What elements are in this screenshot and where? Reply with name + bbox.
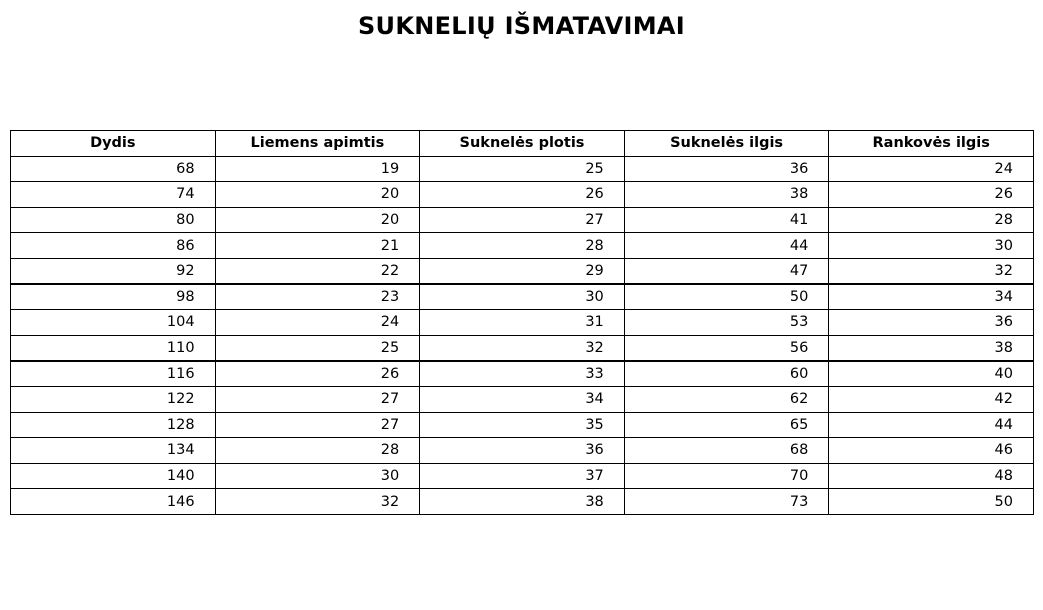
cell-dress-width: 25 [420, 156, 625, 182]
cell-size: 104 [11, 310, 216, 336]
cell-sleeve-length: 36 [829, 310, 1034, 336]
cell-size: 134 [11, 438, 216, 464]
table-row [11, 438, 1034, 464]
cell-dress-width: 33 [420, 361, 625, 387]
table-row [11, 207, 1034, 233]
cell-dress-length: 56 [624, 335, 829, 361]
measurements-table [10, 130, 1034, 515]
cell-dress-length: 60 [624, 361, 829, 387]
cell-sleeve-length: 50 [829, 489, 1034, 515]
table-row [11, 489, 1034, 515]
cell-waist: 24 [215, 310, 420, 336]
cell-waist: 27 [215, 412, 420, 438]
cell-waist: 30 [215, 463, 420, 489]
column-header-dress-width: Suknelės plotis [420, 131, 625, 157]
cell-size: 116 [11, 361, 216, 387]
cell-size: 74 [11, 182, 216, 208]
cell-sleeve-length: 46 [829, 438, 1034, 464]
cell-dress-length: 38 [624, 182, 829, 208]
cell-dress-width: 26 [420, 182, 625, 208]
cell-dress-width: 32 [420, 335, 625, 361]
cell-size: 92 [11, 258, 216, 284]
cell-dress-width: 37 [420, 463, 625, 489]
cell-dress-length: 53 [624, 310, 829, 336]
table-row [11, 310, 1034, 336]
cell-dress-width: 36 [420, 438, 625, 464]
cell-sleeve-length: 44 [829, 412, 1034, 438]
cell-dress-length: 36 [624, 156, 829, 182]
cell-size: 80 [11, 207, 216, 233]
cell-sleeve-length: 24 [829, 156, 1034, 182]
cell-dress-width: 27 [420, 207, 625, 233]
cell-dress-width: 34 [420, 386, 625, 412]
cell-dress-length: 47 [624, 258, 829, 284]
cell-dress-length: 50 [624, 284, 829, 310]
cell-sleeve-length: 32 [829, 258, 1034, 284]
cell-waist: 22 [215, 258, 420, 284]
cell-dress-length: 73 [624, 489, 829, 515]
table-row [11, 361, 1034, 387]
cell-waist: 32 [215, 489, 420, 515]
cell-sleeve-length: 42 [829, 386, 1034, 412]
chart-title: SUKNELIŲ IŠMATAVIMAI [357, 12, 686, 40]
cell-dress-length: 65 [624, 412, 829, 438]
cell-size: 146 [11, 489, 216, 515]
cell-size: 68 [11, 156, 216, 182]
column-header-waist: Liemens apimtis [215, 131, 420, 157]
cell-waist: 28 [215, 438, 420, 464]
table-row [11, 335, 1034, 361]
cell-waist: 20 [215, 182, 420, 208]
table-row [11, 412, 1034, 438]
cell-dress-length: 68 [624, 438, 829, 464]
cell-dress-width: 35 [420, 412, 625, 438]
table-row [11, 463, 1034, 489]
cell-dress-length: 62 [624, 386, 829, 412]
column-header-sleeve-length: Rankovės ilgis [829, 131, 1034, 157]
cell-dress-length: 44 [624, 233, 829, 259]
cell-sleeve-length: 48 [829, 463, 1034, 489]
cell-waist: 19 [215, 156, 420, 182]
cell-dress-width: 28 [420, 233, 625, 259]
header-row [11, 131, 1034, 157]
cell-size: 128 [11, 412, 216, 438]
cell-dress-width: 30 [420, 284, 625, 310]
table-row [11, 258, 1034, 284]
cell-waist: 27 [215, 386, 420, 412]
table-row [11, 284, 1034, 310]
cell-size: 110 [11, 335, 216, 361]
cell-size: 86 [11, 233, 216, 259]
cell-waist: 20 [215, 207, 420, 233]
cell-waist: 21 [215, 233, 420, 259]
cell-dress-width: 38 [420, 489, 625, 515]
cell-sleeve-length: 38 [829, 335, 1034, 361]
table-row [11, 182, 1034, 208]
cell-size: 122 [11, 386, 216, 412]
table-row [11, 233, 1034, 259]
cell-sleeve-length: 34 [829, 284, 1034, 310]
cell-waist: 26 [215, 361, 420, 387]
cell-size: 140 [11, 463, 216, 489]
cell-sleeve-length: 40 [829, 361, 1034, 387]
column-header-dress-length: Suknelės ilgis [624, 131, 829, 157]
cell-sleeve-length: 28 [829, 207, 1034, 233]
cell-size: 98 [11, 284, 216, 310]
cell-sleeve-length: 30 [829, 233, 1034, 259]
cell-dress-width: 31 [420, 310, 625, 336]
cell-dress-length: 70 [624, 463, 829, 489]
cell-dress-length: 41 [624, 207, 829, 233]
table-row [11, 156, 1034, 182]
cell-waist: 25 [215, 335, 420, 361]
table-row [11, 386, 1034, 412]
cell-sleeve-length: 26 [829, 182, 1034, 208]
column-header-size: Dydis [11, 131, 216, 157]
cell-dress-width: 29 [420, 258, 625, 284]
cell-waist: 23 [215, 284, 420, 310]
